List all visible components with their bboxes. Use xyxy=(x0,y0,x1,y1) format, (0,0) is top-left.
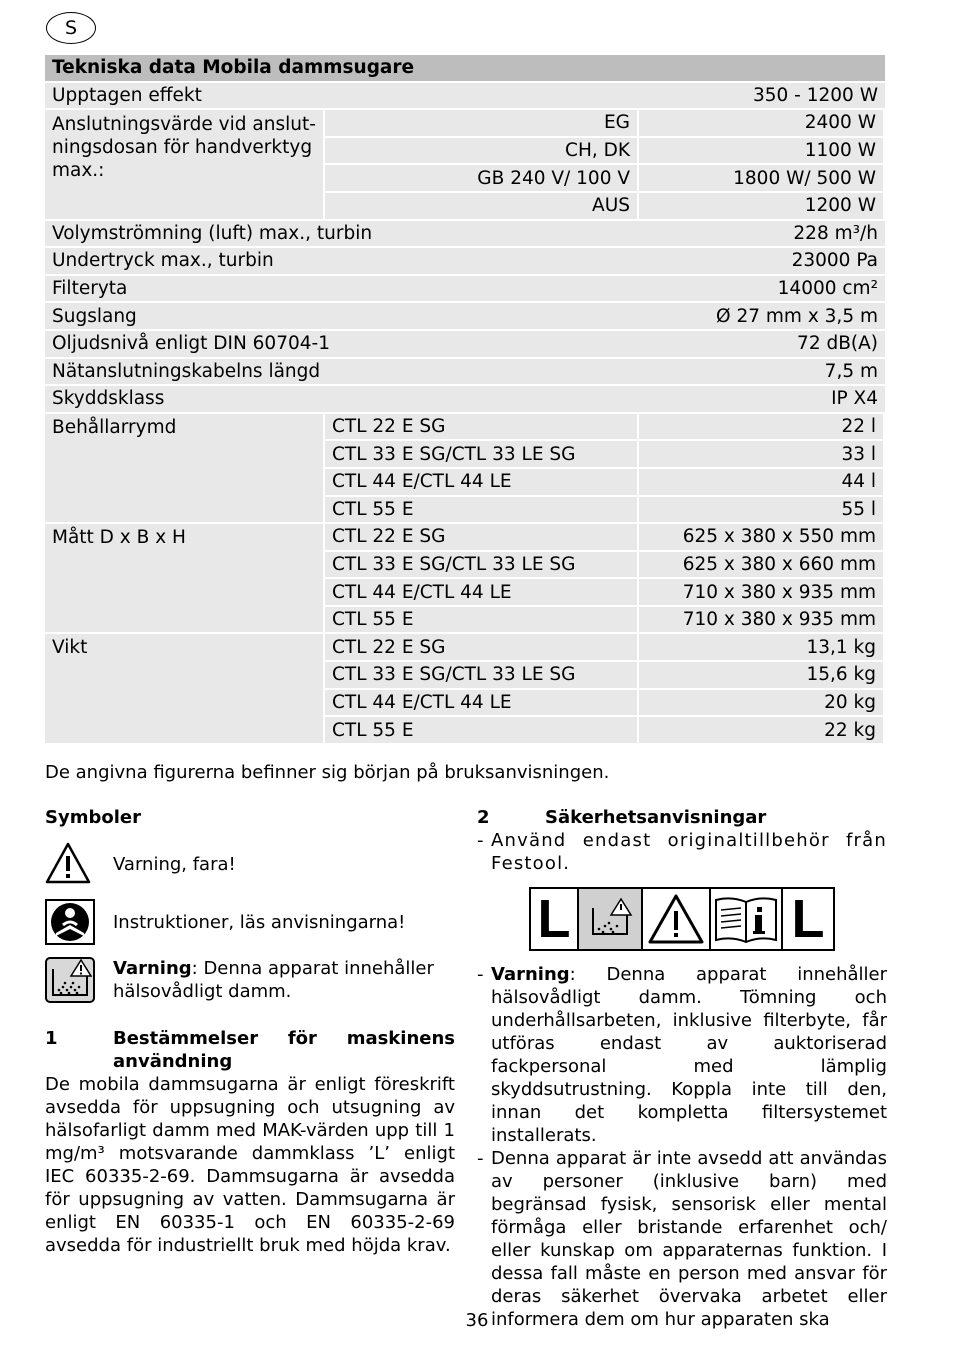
connection-label xyxy=(45,110,323,218)
left-column xyxy=(45,806,455,1257)
table-row xyxy=(325,524,885,552)
symbol-row xyxy=(45,957,455,1003)
dust-hazard-icon xyxy=(45,957,95,1003)
row-value: 23000 Pa xyxy=(791,250,878,272)
figures-note: De angivna figurerna befinner sig början på bruksanvisningen. xyxy=(45,762,610,783)
symbols-heading: Symboler xyxy=(45,807,141,828)
value-cell: 13,1 kg xyxy=(639,634,883,660)
dust-class-letter: L xyxy=(531,889,579,949)
table-row xyxy=(45,386,885,414)
symbol-row xyxy=(45,841,455,887)
label-line: ningsdosan för handverktyg xyxy=(52,137,313,159)
value-cell: 33 l xyxy=(639,441,883,467)
page-number: 36 xyxy=(465,1310,489,1331)
value-cell: 1800 W/ 500 W xyxy=(639,165,883,191)
model-cell: CTL 22 E SG xyxy=(325,414,637,440)
symbol-text: Instruktioner, läs anvisningarna! xyxy=(113,911,406,933)
table-row xyxy=(325,552,885,580)
value-cell: 44 l xyxy=(639,469,883,495)
list-item-text: Denna apparat är inte avsedd att användas av personer (inklusive barn) med begränsad fysisk, sensorisk eller mental förmåga eller bristande erfarenhet och/ eller kunskap om apparaternas funktion. I dessa fall måste en person med ansvar för deras säkerhet övervaka arbetet eller informera dem om hur apparaten ska xyxy=(491,1148,887,1330)
value-cell: 625 x 380 x 660 mm xyxy=(639,552,883,578)
row-label: Filteryta xyxy=(52,278,128,300)
warning-triangle-icon xyxy=(45,841,95,887)
table-row xyxy=(325,497,885,525)
table-cell xyxy=(45,331,885,357)
region-cell: GB 240 V/ 100 V xyxy=(325,165,637,191)
section-number: 1 xyxy=(45,1028,58,1049)
table-row xyxy=(325,469,885,497)
table-row xyxy=(325,193,885,221)
value-cell: 22 kg xyxy=(639,717,883,743)
table-cell xyxy=(45,303,885,329)
list-item: - Varning: Denna apparat innehåller hälsovådligt damm. Tömning och underhållsarbeten, inklusive filterbyte, får utföras endast av auktoriserad fackpersonal med lämplig skyddsutrustning. Koppla inte till den, innan det kompletta filtersystemet installerats. xyxy=(477,964,887,1146)
group-label: Vikt xyxy=(45,634,323,742)
region-cell: EG xyxy=(325,110,637,136)
model-cell: CTL 33 E SG/CTL 33 LE SG xyxy=(325,662,637,688)
symbol-row xyxy=(45,899,455,945)
value-cell: 22 l xyxy=(639,414,883,440)
row-label: Skyddsklass xyxy=(52,388,165,410)
section-title: Bestämmelser för maskinens användning xyxy=(113,1028,455,1072)
value-cell: 1200 W xyxy=(639,193,883,219)
row-value: 14000 cm² xyxy=(777,278,878,300)
warning-triangle-icon xyxy=(643,889,711,949)
model-cell: CTL 44 E/CTL 44 LE xyxy=(325,690,637,716)
value-cell: 15,6 kg xyxy=(639,662,883,688)
value-cell: 20 kg xyxy=(639,690,883,716)
row-label: Oljudsnivå enligt DIN 60704-1 xyxy=(52,333,330,355)
table-row xyxy=(325,662,885,690)
weight-group xyxy=(45,634,885,744)
region-cell: CH, DK xyxy=(325,138,637,164)
table-row xyxy=(45,221,885,249)
table-row xyxy=(45,276,885,304)
language-code: S xyxy=(64,17,78,39)
row-label: Volymströmning (luft) max., turbin xyxy=(52,222,373,244)
row-value: IP X4 xyxy=(831,388,878,410)
row-value: 7,5 m xyxy=(824,360,878,382)
table-row xyxy=(45,359,885,387)
table-cell xyxy=(45,221,885,247)
list-item-text: : Denna apparat innehåller hälsovådligt damm. Tömning och underhållsarbeten, inklusive filterbyte, får utföras endast av auktoriserad fackpersonal med lämplig skyddsutrustning. Koppla inte till den, innan det kompletta filtersystemet installerats. xyxy=(491,964,887,1146)
symbol-text xyxy=(113,957,455,1003)
section-1-heading xyxy=(45,1027,455,1073)
section-number: 2 xyxy=(477,807,490,828)
model-cell: CTL 55 E xyxy=(325,497,637,523)
row-value: 228 m³/h xyxy=(793,222,878,244)
row-value: 350 - 1200 W xyxy=(752,84,878,106)
value-cell: 2400 W xyxy=(639,110,883,136)
table-title: Tekniska data Mobila dammsugare xyxy=(45,55,885,81)
value-cell: 710 x 380 x 935 mm xyxy=(639,579,883,605)
row-value: 72 dB(A) xyxy=(797,333,878,355)
dust-class-letter: L xyxy=(791,888,825,949)
value-cell: 1100 W xyxy=(639,138,883,164)
value-cell: 710 x 380 x 935 mm xyxy=(639,607,883,633)
model-cell: CTL 55 E xyxy=(325,607,637,633)
row-label: Upptagen effekt xyxy=(52,84,202,106)
model-cell: CTL 44 E/CTL 44 LE xyxy=(325,579,637,605)
model-cell: CTL 33 E SG/CTL 33 LE SG xyxy=(325,552,637,578)
model-cell: CTL 22 E SG xyxy=(325,524,637,550)
model-cell: CTL 55 E xyxy=(325,717,637,743)
model-cell: CTL 22 E SG xyxy=(325,634,637,660)
region-cell: AUS xyxy=(325,193,637,219)
table-cell xyxy=(45,386,885,412)
manual-info-icon xyxy=(711,889,783,949)
read-instructions-icon xyxy=(45,899,95,945)
value-cell: 55 l xyxy=(639,497,883,523)
value-cell: 625 x 380 x 550 mm xyxy=(639,524,883,550)
row-value: Ø 27 mm x 3,5 m xyxy=(716,305,878,327)
row-label: Nätanslutningskabelns längd xyxy=(52,360,321,382)
capacity-group xyxy=(45,414,885,524)
table-cell xyxy=(45,359,885,385)
table-row xyxy=(325,138,885,166)
table-row xyxy=(325,579,885,607)
table-row xyxy=(325,165,885,193)
table-cell xyxy=(45,83,885,109)
safety-pictograms xyxy=(529,887,835,951)
table-row xyxy=(325,690,885,718)
table-row xyxy=(325,441,885,469)
warning-word: Varning xyxy=(491,964,570,985)
list-item-text: Använd endast originaltillbehör från Festool. xyxy=(491,830,887,874)
language-badge xyxy=(46,12,96,44)
section-2-heading xyxy=(477,806,887,829)
model-cell: CTL 33 E SG/CTL 33 LE SG xyxy=(325,441,637,467)
label-line: max.: xyxy=(52,160,105,182)
warning-word: Varning xyxy=(113,958,192,979)
group-label: Mått D x B x H xyxy=(45,524,323,632)
warning-text: : Denna apparat innehåller hälsovådligt damm. xyxy=(113,958,434,1002)
section-1-body: De mobila dammsugarna är enligt föreskrift avsedda för uppsugning och utsugning av hälsofarligt damm med MAK-värden upp till 1 mg/m³ motsvarande dammklass ’L’ enligt IEC 60335-2-69. Dammsugarna är avsedda för uppsugning av vatten. Dammsugarna är enligt EN 60335-1 och EN 60335-2-69 avsedda för industriellt bruk med höjda krav. xyxy=(45,1074,455,1256)
table-row xyxy=(45,248,885,276)
section-title: Säkerhetsanvisningar xyxy=(545,807,767,828)
dimensions-group xyxy=(45,524,885,634)
dust-hazard-icon xyxy=(579,889,643,949)
table-row xyxy=(45,303,885,331)
table-row xyxy=(325,414,885,442)
list-item: - Använd endast originaltillbehör från Festool. xyxy=(477,830,887,874)
table-row xyxy=(325,110,885,138)
row-label: Sugslang xyxy=(52,305,137,327)
symbol-text: Varning, fara! xyxy=(113,853,236,875)
table-row xyxy=(325,634,885,662)
connection-rows xyxy=(325,110,885,220)
right-column xyxy=(477,806,887,1331)
table-row xyxy=(45,83,885,111)
table-cell xyxy=(45,276,885,302)
label-line: Anslutningsvärde vid anslut- xyxy=(52,114,316,136)
model-cell: CTL 44 E/CTL 44 LE xyxy=(325,469,637,495)
table-row xyxy=(325,607,885,635)
table-row xyxy=(45,331,885,359)
list-item: - Denna apparat är inte avsedd att användas av personer (inklusive barn) med begränsad fysisk, sensorisk eller mental förmåga eller bristande erfarenhet och/ eller kunskap om apparaternas funktion. I dessa fall måste en person med ansvar för deras säkerhet övervaka arbetet eller informera dem om hur apparaten ska xyxy=(477,1148,887,1330)
tech-data-table xyxy=(45,55,885,745)
table-cell xyxy=(45,248,885,274)
table-title-row xyxy=(45,55,885,83)
table-row xyxy=(325,717,885,745)
connection-group xyxy=(45,110,885,220)
row-label: Undertryck max., turbin xyxy=(52,250,274,272)
group-label: Behållarrymd xyxy=(45,414,323,522)
